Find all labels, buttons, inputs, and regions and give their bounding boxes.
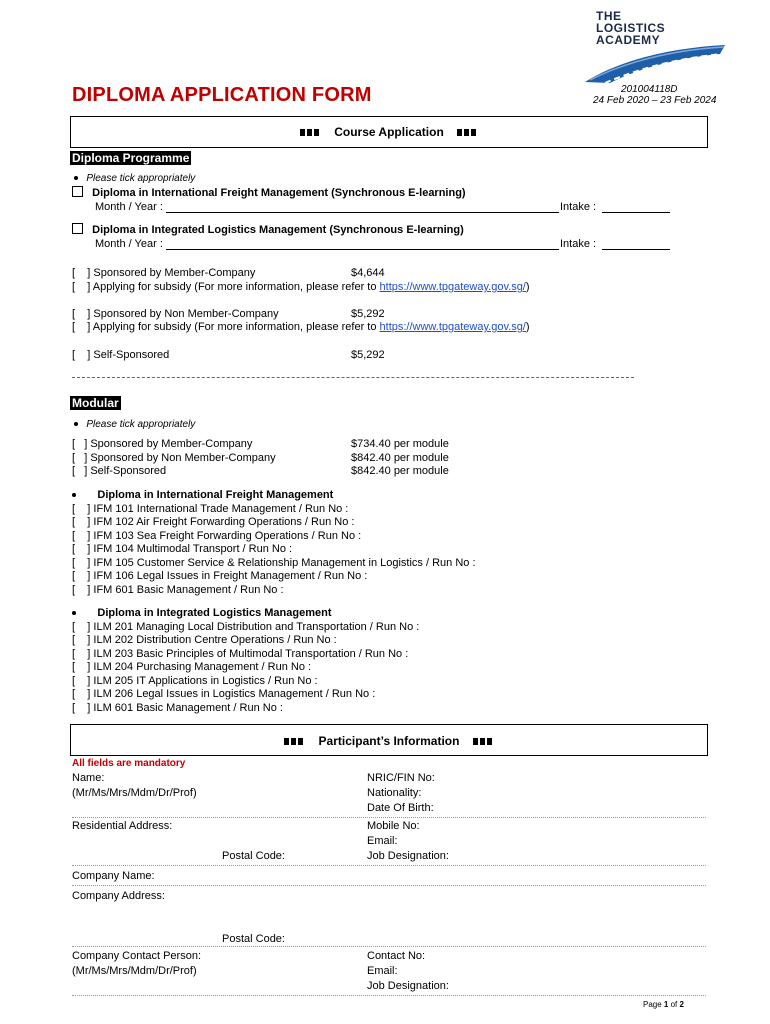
section-divider bbox=[72, 377, 634, 378]
company-postal-code-field[interactable]: Postal Code: bbox=[222, 933, 285, 945]
option-nonmember-price: $5,292 bbox=[351, 308, 385, 320]
programme-ilm-month-label: Month / Year : bbox=[95, 238, 163, 250]
programme-ilm[interactable]: Diploma in Integrated Logistics Management (Synchronous E-learning) bbox=[72, 223, 464, 237]
course-application-box bbox=[70, 116, 708, 148]
postal-code-field[interactable]: Postal Code: bbox=[222, 850, 285, 862]
module-ilm-203[interactable]: [ ] ILM 203 Basic Principles of Multimodal Transportation / Run No : bbox=[72, 648, 409, 660]
module-ifm-601[interactable]: [ ] IFM 601 Basic Management / Run No : bbox=[72, 584, 284, 596]
row-divider bbox=[72, 817, 706, 818]
modular-pricing-self[interactable]: [ ] Self-Sponsored bbox=[72, 465, 167, 477]
contact-person-field[interactable]: Company Contact Person: bbox=[72, 950, 202, 962]
row-divider bbox=[72, 865, 706, 866]
row-divider bbox=[72, 995, 706, 996]
module-ilm-601[interactable]: [ ] ILM 601 Basic Management / Run No : bbox=[72, 702, 283, 714]
programme-ifm-month-label: Month / Year : bbox=[95, 201, 163, 213]
programme-ifm[interactable]: Diploma in International Freight Management (Synchronous E-learning) bbox=[72, 186, 466, 200]
residential-address-field[interactable]: Residential Address: bbox=[72, 820, 173, 832]
option-member-subsidy[interactable]: [ ] Applying for subsidy (For more information, please refer to https://www.tpgateway.gov.sg/) bbox=[72, 281, 530, 293]
ilm-group-title: Diploma in Integrated Logistics Management bbox=[72, 607, 332, 620]
programme-ilm-month-line[interactable] bbox=[166, 249, 559, 250]
module-ifm-105[interactable]: [ ] IFM 105 Customer Service & Relationship Management in Logistics / Run No : bbox=[72, 557, 476, 569]
programme-ifm-checkbox[interactable] bbox=[72, 186, 83, 197]
module-ifm-106[interactable]: [ ] IFM 106 Legal Issues in Freight Management / Run No : bbox=[72, 570, 368, 582]
module-ifm-103[interactable]: [ ] IFM 103 Sea Freight Forwarding Operations / Run No : bbox=[72, 530, 362, 542]
contact-salutation-hint: (Mr/Ms/Mrs/Mdm/Dr/Prof) bbox=[72, 965, 197, 977]
tpgateway-link[interactable]: https://www.tpgateway.gov.sg/ bbox=[379, 321, 526, 333]
mobile-field[interactable]: Mobile No: bbox=[367, 820, 420, 832]
modular-pricing-nonmember[interactable]: [ ] Sponsored by Non Member-Company bbox=[72, 452, 276, 464]
form-validity: 24 Feb 2020 – 23 Feb 2024 bbox=[593, 95, 717, 106]
modular-pricing-nonmember-price: $842.40 per module bbox=[351, 452, 449, 464]
company-name-field[interactable]: Company Name: bbox=[72, 870, 155, 882]
module-ifm-102[interactable]: [ ] IFM 102 Air Freight Forwarding Operations / Run No : bbox=[72, 516, 355, 528]
modular-pricing-member[interactable]: [ ] Sponsored by Member-Company bbox=[72, 438, 253, 450]
module-ilm-205[interactable]: [ ] ILM 205 IT Applications in Logistics / Run No : bbox=[72, 675, 318, 687]
salutation-hint: (Mr/Ms/Mrs/Mdm/Dr/Prof) bbox=[72, 787, 197, 799]
contact-no-field[interactable]: Contact No: bbox=[367, 950, 426, 962]
module-ilm-204[interactable]: [ ] ILM 204 Purchasing Management / Run No : bbox=[72, 661, 312, 673]
module-ilm-201[interactable]: [ ] ILM 201 Managing Local Distribution and Transportation / Run No : bbox=[72, 621, 420, 633]
participant-info-box bbox=[70, 724, 708, 756]
company-address-field[interactable]: Company Address: bbox=[72, 890, 165, 902]
mandatory-note: All fields are mandatory bbox=[72, 758, 186, 769]
programme-ilm-intake-label: Intake : bbox=[560, 238, 597, 250]
modular-pricing-self-price: $842.40 per module bbox=[351, 465, 449, 477]
job-designation-field[interactable]: Job Designation: bbox=[367, 850, 449, 862]
option-nonmember-subsidy[interactable]: [ ] Applying for subsidy (For more information, please refer to https://www.tpgateway.gov.sg/) bbox=[72, 321, 530, 333]
programme-ifm-intake-line[interactable] bbox=[602, 212, 670, 213]
diploma-programme-heading: Diploma Programme bbox=[72, 151, 190, 165]
diploma-instruction: Please tick appropriately bbox=[74, 172, 195, 185]
name-field[interactable]: Name: bbox=[72, 772, 105, 784]
option-member-price: $4,644 bbox=[351, 267, 385, 279]
dob-field[interactable]: Date Of Birth: bbox=[367, 802, 434, 814]
logo bbox=[580, 10, 730, 82]
nationality-field[interactable]: Nationality: bbox=[367, 787, 422, 799]
ifm-group-title: Diploma in International Freight Management bbox=[72, 489, 333, 502]
participant-info-title: Participant’s Information bbox=[318, 734, 460, 748]
form-code: 201004118D bbox=[621, 84, 678, 95]
modular-pricing-member-price: $734.40 per module bbox=[351, 438, 449, 450]
option-self[interactable]: [ ] Self-Sponsored bbox=[72, 349, 170, 361]
option-member[interactable]: [ ] Sponsored by Member-Company bbox=[72, 267, 256, 279]
road-swoosh-icon bbox=[580, 40, 730, 85]
course-application-title: Course Application bbox=[334, 125, 444, 139]
row-divider bbox=[72, 946, 706, 947]
module-ilm-206[interactable]: [ ] ILM 206 Legal Issues in Logistics Management / Run No : bbox=[72, 688, 376, 700]
module-ifm-104[interactable]: [ ] IFM 104 Multimodal Transport / Run No : bbox=[72, 543, 293, 555]
logo-text: THE LOGISTICS ACADEMY bbox=[596, 9, 666, 47]
module-ilm-202[interactable]: [ ] ILM 202 Distribution Centre Operations / Run No : bbox=[72, 634, 337, 646]
programme-ifm-intake-label: Intake : bbox=[560, 201, 597, 213]
row-divider bbox=[72, 885, 706, 886]
programme-ilm-intake-line[interactable] bbox=[602, 249, 670, 250]
programme-ifm-month-line[interactable] bbox=[166, 212, 559, 213]
programme-ilm-checkbox[interactable] bbox=[72, 223, 83, 234]
modular-instruction: Please tick appropriately bbox=[74, 418, 195, 431]
modular-heading: Modular bbox=[72, 396, 119, 410]
module-ifm-101[interactable]: [ ] IFM 101 International Trade Management / Run No : bbox=[72, 503, 349, 515]
tpgateway-link[interactable]: https://www.tpgateway.gov.sg/ bbox=[379, 281, 526, 293]
email-field[interactable]: Email: bbox=[367, 835, 398, 847]
nric-field[interactable]: NRIC/FIN No: bbox=[367, 772, 435, 784]
option-nonmember[interactable]: [ ] Sponsored by Non Member-Company bbox=[72, 308, 279, 320]
contact-email-field[interactable]: Email: bbox=[367, 965, 398, 977]
contact-job-designation-field[interactable]: Job Designation: bbox=[367, 980, 449, 992]
page-number: Page 1 of 2 bbox=[643, 1000, 684, 1009]
option-self-price: $5,292 bbox=[351, 349, 385, 361]
page-title: DIPLOMA APPLICATION FORM bbox=[72, 84, 372, 106]
